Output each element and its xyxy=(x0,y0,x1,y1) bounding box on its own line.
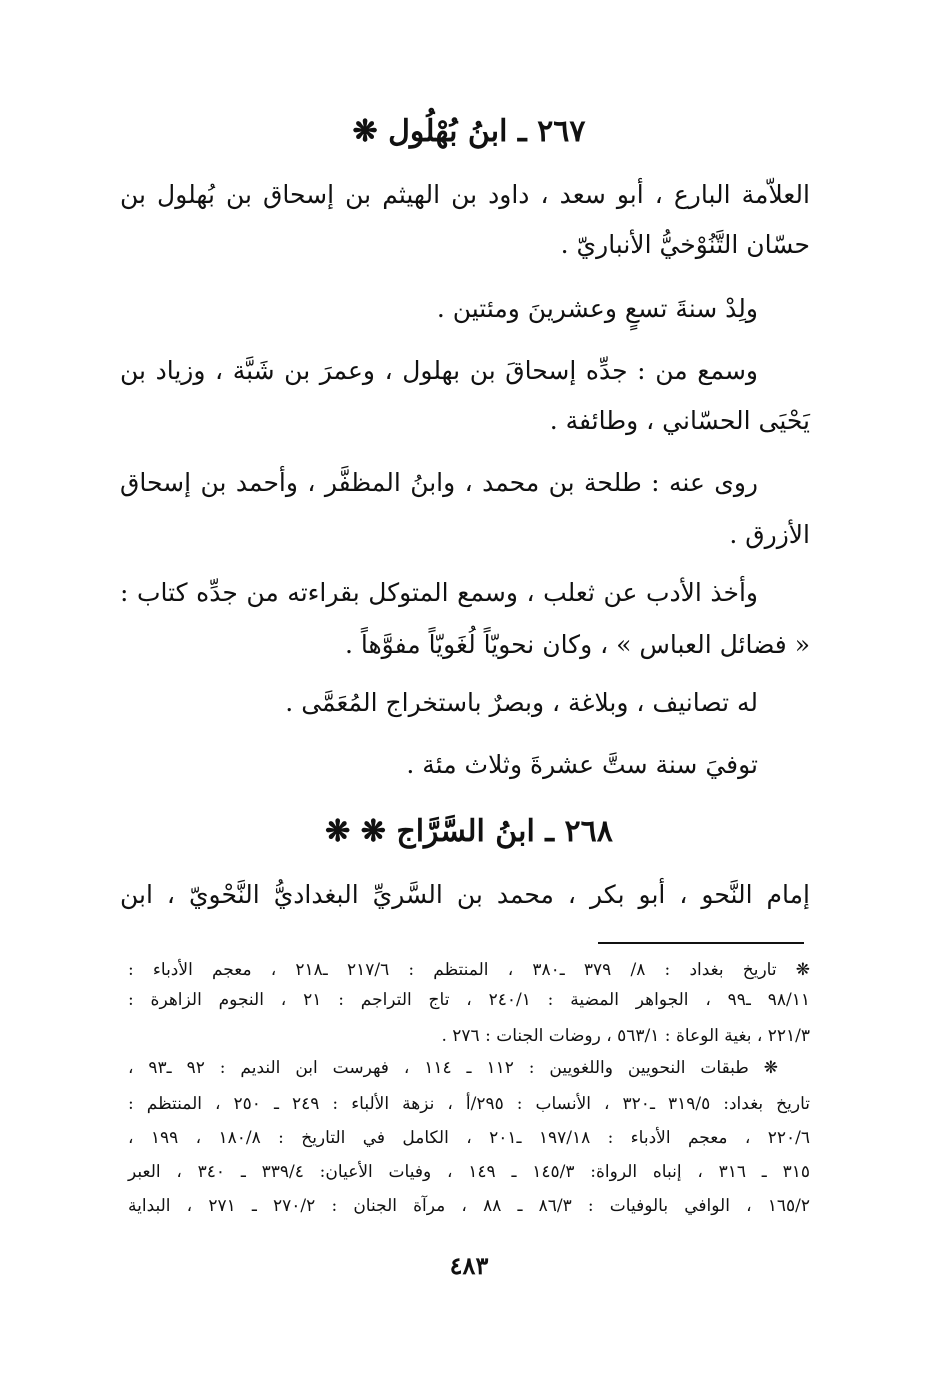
footnote-line-2: ٩٨/١١ ـ٩٩ ، الجواهر المضية : ٢٤٠/١ ، تاج التراجم : ٢١ ، النجوم الزاهرة : xyxy=(128,990,810,1010)
entry-267-line-2: حسّان التَّنُوْخيُّ الأنباريّ . xyxy=(560,230,810,259)
footnote-line-8: ١٦٥/٢ ، الوافي بالوفيات : ٨٦/٣ ـ ٨٨ ، مرآة الجنان : ٢٧٠/٢ ـ ٢٧١ ، البداية xyxy=(128,1196,811,1216)
entry-267-line-11: توفيَ سنة ستَّ عشرةَ وثلاث مئة . xyxy=(406,750,758,779)
footnote-line-7: ٣١٥ ـ ٣١٦ ، إنباه الرواة: ١٤٥/٣ ـ ١٤٩ ، وفيات الأعيان: ٣٣٩/٤ ـ ٣٤٠ ، العبر xyxy=(128,1162,810,1182)
entry-267-line-5: يَحْيَى الحسّاني ، وطائفة . xyxy=(549,406,810,435)
entry-267-line-8: وأخذ الأدب عن ثعلب ، وسمع المتوكل بقراءته من جدِّه كتاب : xyxy=(120,578,758,607)
footnote-line-3: ٢٢١/٣ ، بغية الوعاة : ٥٦٣/١ ، روضات الجنات : ٢٧٦ . xyxy=(441,1026,810,1046)
entry-267-line-9: « فضائل العباس » ، وكان نحويّاً لُغَويّاً مفوَّهاً . xyxy=(344,630,810,659)
entry-267-line-10: له تصانيف ، وبلاغة ، وبصرٌ باستخراج المُعَمَّى . xyxy=(285,688,758,717)
entry-267-line-6: روى عنه : طلحة بن محمد ، وابنُ المظفَّر ، وأحمد بن إسحاق xyxy=(120,468,758,497)
entry-heading-267: ٢٦٧ ـ ابنُ بُهْلُول ❋ xyxy=(352,114,586,149)
entry-heading-268: ٢٦٨ ـ ابنُ السَّرَّاج ❋ ❋ xyxy=(325,814,613,849)
footnote-separator xyxy=(598,942,804,944)
footnote-line-6: ٢٢٠/٦ ، معجم الأدباء : ١٩٧/١٨ ـ٢٠١ ، الكامل في التاريخ : ١٨٠/٨ ، ١٩٩ ، xyxy=(128,1128,811,1148)
entry-267-line-3: ولِدْ سنةَ تسعٍ وعشرينَ ومئتين . xyxy=(436,294,758,323)
footnote-line-4: ❋ طبقات النحويين واللغويين : ١١٢ ـ ١١٤ ، فهرست ابن النديم : ٩٢ ـ٩٣ ، xyxy=(128,1058,778,1078)
entry-268-line-1: إمام النَّحو ، أبو بكر ، محمد بن السَّريِّ البغداديُّ النَّحْويّ ، ابن xyxy=(120,880,810,909)
entry-267-line-7: الأزرق . xyxy=(729,520,810,549)
entry-267-line-4: وسمع من : جدِّه إسحاقَ بن بهلول ، وعمرَ بن شَبَّة ، وزياد بن xyxy=(120,356,758,385)
entry-267-line-1: العلاّمة البارع ، أبو سعد ، داود بن الهيثم بن إسحاق بن بُهلول بن xyxy=(120,180,810,209)
footnote-line-5: تاريخ بغداد: ٣١٩/٥ ـ٣٢٠ ، الأنساب : ٢٩٥/أ ، نزهة الألباء : ٢٤٩ ـ ٢٥٠ ، المنتظم : xyxy=(128,1094,810,1114)
page-number: ٤٨٣ xyxy=(449,1251,489,1280)
footnote-line-1: ❋ تاريخ بغداد : ٨/ ٣٧٩ ـ٣٨٠ ، المنتظم : ٢١٧/٦ ـ٢١٨ ، معجم الأدباء : xyxy=(128,960,810,980)
